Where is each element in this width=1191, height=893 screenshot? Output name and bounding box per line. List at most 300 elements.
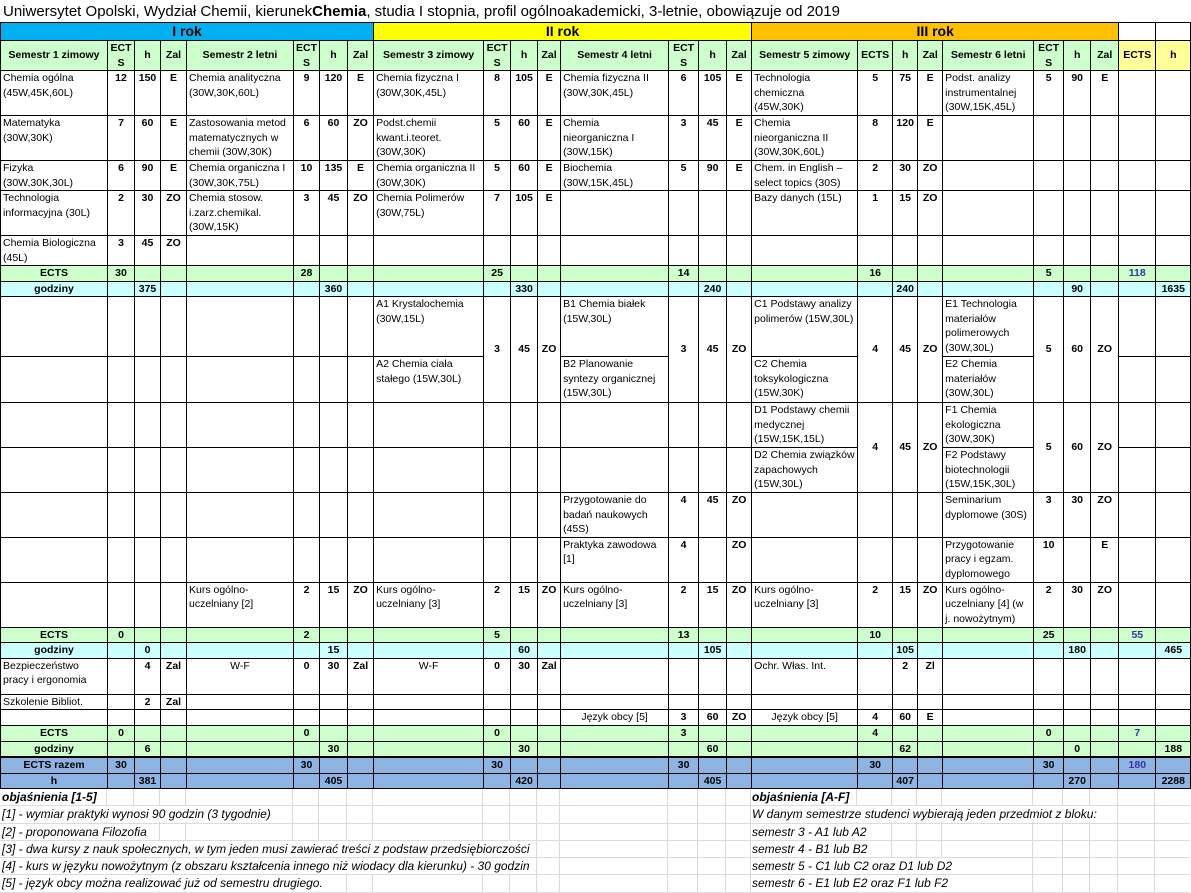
value-cell: E — [538, 116, 561, 161]
value-cell: 4 — [669, 537, 699, 582]
value-cell: E — [538, 191, 561, 236]
empty-cell — [1034, 773, 1064, 789]
value-cell: 5 — [484, 116, 511, 161]
empty-cell — [727, 741, 752, 757]
value-cell: 0 — [294, 726, 320, 742]
empty-cell — [727, 627, 752, 643]
empty-cell — [918, 537, 943, 582]
empty-cell — [294, 448, 320, 493]
empty-cell — [511, 448, 538, 493]
value-cell: E — [348, 71, 374, 116]
column-header-cell: ECTS — [858, 41, 893, 71]
value-cell: 135 — [320, 161, 348, 191]
course-cell: F2 Podstawy biotechnologii (15W,15K,30L) — [943, 448, 1034, 493]
empty-cell — [294, 403, 320, 448]
value-cell: ZO — [918, 161, 943, 191]
empty-cell — [727, 236, 752, 266]
course-row — [1, 694, 1191, 710]
empty-cell — [1064, 757, 1091, 773]
value-cell: 62 — [893, 741, 918, 757]
empty-cell — [1034, 161, 1064, 191]
value-cell: ZO — [918, 191, 943, 236]
empty-cell — [699, 757, 727, 773]
empty-cell — [348, 266, 374, 282]
empty-cell — [943, 116, 1034, 161]
value-cell: 28 — [294, 266, 320, 282]
value-cell: 180 — [1064, 643, 1091, 659]
empty-cell — [752, 726, 858, 742]
empty-cell — [538, 694, 561, 710]
value-cell: 30 — [108, 266, 135, 282]
empty-cell — [161, 582, 187, 627]
empty-cell — [699, 627, 727, 643]
column-header-cell: Semestr 3 zimowy — [374, 41, 484, 71]
value-cell: W-F — [374, 658, 484, 694]
value-cell: 3 — [108, 236, 135, 266]
empty-cell — [348, 627, 374, 643]
empty-cell — [1034, 116, 1064, 161]
total-cell: 7 — [1119, 726, 1156, 742]
empty-cell — [943, 161, 1034, 191]
course-cell: Chemia analityczna (30W,30K,60L) — [187, 71, 294, 116]
empty-cell — [669, 236, 699, 266]
empty-cell — [1091, 191, 1119, 236]
empty-cell — [187, 627, 294, 643]
course-cell: Bezpieczeństwo pracy i ergonomia — [1, 658, 108, 694]
course-cell: Technologia informacyjna (30L) — [1, 191, 108, 236]
empty-cell — [511, 726, 538, 742]
empty-cell — [108, 297, 135, 357]
course-cell: Kurs ogólno-uczelniany [2] — [187, 582, 294, 627]
empty-cell — [669, 448, 699, 493]
empty-cell — [1, 357, 108, 403]
value-cell: 0 — [294, 658, 320, 694]
value-cell: 2 — [294, 627, 320, 643]
empty-cell — [858, 658, 893, 694]
empty-cell — [538, 448, 561, 493]
empty-cell — [943, 773, 1034, 789]
column-header-cell: Zal — [161, 41, 187, 71]
empty-cell — [858, 236, 893, 266]
empty-cell — [135, 710, 161, 726]
value-cell: ZO — [161, 191, 187, 236]
empty-cell — [294, 236, 320, 266]
empty-cell — [918, 627, 943, 643]
empty-cell — [187, 493, 294, 538]
empty-cell — [561, 741, 669, 757]
empty-cell — [918, 757, 943, 773]
value-cell: ZO — [1091, 297, 1119, 403]
empty-cell — [187, 448, 294, 493]
empty-cell — [294, 643, 320, 659]
empty-cell — [161, 710, 187, 726]
empty-cell — [1064, 191, 1091, 236]
course-cell: Szkolenie Bibliot. — [1, 694, 108, 710]
value-cell: E — [161, 71, 187, 116]
empty-cell — [348, 448, 374, 493]
course-cell: Kurs ogólno-uczelniany [4] (w j. nowożytnym) — [943, 582, 1034, 627]
value-cell: 2 — [1034, 582, 1064, 627]
value-cell: 45 — [893, 297, 918, 403]
empty-cell — [511, 493, 538, 538]
value-cell: 105 — [699, 71, 727, 116]
title-suffix: , studia I stopnia, profil ogólnoakademicki, 3-letnie, obowiązuje od 2019 — [366, 2, 840, 20]
column-header-cell: h — [1064, 41, 1091, 71]
course-cell: Matematyka (30W,30K) — [1, 116, 108, 161]
empty-cell — [538, 627, 561, 643]
empty-cell — [484, 741, 511, 757]
empty-cell — [484, 537, 511, 582]
empty-cell — [348, 357, 374, 403]
empty-cell — [1156, 658, 1191, 694]
empty-cell — [161, 627, 187, 643]
empty-cell — [187, 281, 294, 297]
empty-cell — [699, 236, 727, 266]
empty-cell — [135, 757, 161, 773]
empty-cell — [108, 710, 135, 726]
empty-cell — [1119, 403, 1156, 448]
empty-cell — [1064, 694, 1091, 710]
empty-cell — [484, 236, 511, 266]
empty-cell — [1034, 191, 1064, 236]
empty-cell — [538, 493, 561, 538]
row-label-cell: ECTS — [1, 266, 108, 282]
empty-cell — [727, 773, 752, 789]
empty-cell — [1119, 643, 1156, 659]
value-cell: 4 — [858, 726, 893, 742]
value-cell: 360 — [320, 281, 348, 297]
value-cell: 60 — [893, 710, 918, 726]
value-cell: 330 — [511, 281, 538, 297]
value-cell: 0 — [135, 643, 161, 659]
empty-cell — [1119, 448, 1156, 493]
value-cell: ZO — [918, 582, 943, 627]
year-band-label: II rok — [374, 23, 752, 41]
course-row — [1, 191, 1191, 236]
empty-cell — [511, 710, 538, 726]
empty-cell — [561, 403, 669, 448]
empty-cell — [1091, 773, 1119, 789]
course-cell: Chemia nieorganiczna I (30W,15K) — [561, 116, 669, 161]
course-cell: Biochemia (30W,15K,45L) — [561, 161, 669, 191]
empty-cell — [943, 726, 1034, 742]
empty-cell — [752, 694, 858, 710]
document-title — [0, 0, 1190, 22]
column-header-cell: ECTS — [108, 41, 135, 71]
column-header-cell: ECTS — [484, 41, 511, 71]
empty-cell — [1, 448, 108, 493]
course-cell: Chemia fizyczna II (30W,30K,45L) — [561, 71, 669, 116]
total-cell: 2288 — [1156, 773, 1191, 789]
year-band-row — [1, 23, 1191, 41]
empty-cell — [858, 493, 893, 538]
empty-cell — [1156, 403, 1191, 448]
course-cell: Podst. analizy instrumentalnej (30W,15K,45L) — [943, 71, 1034, 116]
empty-cell — [187, 537, 294, 582]
row-label-cell: godziny — [1, 741, 108, 757]
value-cell: 2 — [858, 161, 893, 191]
empty-cell — [727, 643, 752, 659]
empty-cell — [348, 403, 374, 448]
value-cell: 420 — [511, 773, 538, 789]
empty-cell — [320, 403, 348, 448]
empty-cell — [699, 726, 727, 742]
empty-cell — [1156, 537, 1191, 582]
value-cell: 16 — [858, 266, 893, 282]
empty-cell — [1156, 236, 1191, 266]
empty-cell — [918, 236, 943, 266]
value-cell: 407 — [893, 773, 918, 789]
empty-cell — [561, 658, 669, 694]
value-cell: ZO — [727, 297, 752, 403]
empty-cell — [1156, 448, 1191, 493]
course-row — [1, 448, 1191, 493]
empty-cell — [320, 627, 348, 643]
empty-cell — [108, 281, 135, 297]
total-cell: 180 — [1119, 757, 1156, 773]
value-cell: 30 — [893, 161, 918, 191]
value-cell: 4 — [135, 658, 161, 694]
value-cell: E — [538, 71, 561, 116]
value-cell: ZO — [1091, 582, 1119, 627]
empty-cell — [108, 694, 135, 710]
column-header-cell: h — [511, 41, 538, 71]
empty-cell — [187, 757, 294, 773]
value-cell: 3 — [669, 297, 699, 403]
empty-cell — [893, 493, 918, 538]
empty-cell — [752, 627, 858, 643]
empty-cell — [918, 694, 943, 710]
note-line-1: [1] - wymiar praktyki wynosi 90 godzin (3 tygodnie) — [2, 806, 277, 822]
empty-cell — [943, 236, 1034, 266]
empty-cell — [1034, 236, 1064, 266]
empty-cell — [1064, 161, 1091, 191]
summary-row — [1, 627, 1191, 643]
curriculum-table — [0, 22, 1191, 789]
empty-cell — [561, 726, 669, 742]
value-cell: 4 — [858, 710, 893, 726]
empty-cell — [1119, 537, 1156, 582]
value-cell: ZO — [918, 297, 943, 403]
empty-cell — [893, 726, 918, 742]
empty-cell — [943, 281, 1034, 297]
empty-cell — [374, 281, 484, 297]
value-cell: 45 — [893, 403, 918, 493]
column-header-cell: Semestr 4 letni — [561, 41, 669, 71]
value-cell: 45 — [699, 297, 727, 403]
empty-cell — [135, 493, 161, 538]
empty-cell — [348, 741, 374, 757]
empty-cell — [918, 266, 943, 282]
notes-row — [0, 875, 1190, 892]
summary-row — [1, 773, 1191, 789]
empty-cell — [699, 266, 727, 282]
notes-row — [0, 824, 1190, 841]
empty-cell — [511, 694, 538, 710]
empty-cell — [1034, 710, 1064, 726]
empty-cell — [348, 694, 374, 710]
empty-cell — [484, 281, 511, 297]
empty-cell — [561, 694, 669, 710]
value-cell: 14 — [669, 266, 699, 282]
empty-cell — [187, 773, 294, 789]
empty-cell — [108, 582, 135, 627]
empty-cell — [858, 281, 893, 297]
value-cell: 10 — [294, 161, 320, 191]
value-cell: ZO — [727, 710, 752, 726]
value-cell: E — [727, 116, 752, 161]
course-cell: Zastosowania metod matematycznych w chemii (30W,30K) — [187, 116, 294, 161]
empty-cell — [858, 741, 893, 757]
empty-cell — [374, 643, 484, 659]
empty-cell — [348, 297, 374, 357]
value-cell: E — [918, 116, 943, 161]
empty-cell — [1156, 357, 1191, 403]
course-cell: Chemia organiczna I (30W,30K,75L) — [187, 161, 294, 191]
value-cell: 8 — [858, 116, 893, 161]
empty-cell — [294, 694, 320, 710]
value-cell: 0 — [484, 658, 511, 694]
empty-cell — [108, 448, 135, 493]
value-cell: E — [727, 161, 752, 191]
value-cell: 5 — [1034, 403, 1064, 493]
empty-cell — [161, 403, 187, 448]
empty-cell — [538, 741, 561, 757]
course-cell: Chem. in English – select topics (30S) — [752, 161, 858, 191]
course-row — [1, 710, 1191, 726]
value-cell: 6 — [294, 116, 320, 161]
value-cell: 3 — [669, 710, 699, 726]
empty-cell — [1034, 741, 1064, 757]
summary-row — [1, 281, 1191, 297]
empty-cell — [511, 236, 538, 266]
value-cell: 60 — [699, 710, 727, 726]
empty-cell — [108, 357, 135, 403]
value-cell: 4 — [669, 493, 699, 538]
empty-cell — [135, 357, 161, 403]
empty-cell — [918, 741, 943, 757]
empty-cell — [858, 694, 893, 710]
empty-cell — [348, 757, 374, 773]
empty-cell — [348, 726, 374, 742]
value-cell: 5 — [1034, 71, 1064, 116]
empty-cell — [727, 757, 752, 773]
empty-cell — [294, 493, 320, 538]
value-cell: 90 — [135, 161, 161, 191]
empty-cell — [135, 266, 161, 282]
value-cell: 30 — [858, 757, 893, 773]
summary-row — [1, 741, 1191, 757]
empty-cell — [669, 658, 699, 694]
empty-cell — [1034, 658, 1064, 694]
empty-cell — [752, 741, 858, 757]
column-header-cell: Semestr 5 zimowy — [752, 41, 858, 71]
value-cell: 5 — [484, 161, 511, 191]
column-header-cell: h — [893, 41, 918, 71]
empty-cell — [374, 448, 484, 493]
empty-cell — [858, 773, 893, 789]
empty-cell — [320, 236, 348, 266]
empty-cell — [943, 658, 1034, 694]
empty-cell — [1091, 627, 1119, 643]
row-label-cell: ECTS razem — [1, 757, 108, 773]
value-cell: 45 — [699, 116, 727, 161]
empty-cell — [1, 537, 108, 582]
value-cell: 2 — [893, 658, 918, 694]
empty-cell — [538, 403, 561, 448]
empty-cell — [348, 281, 374, 297]
value-cell: 240 — [699, 281, 727, 297]
empty-cell — [374, 236, 484, 266]
value-cell: Zal — [348, 658, 374, 694]
empty-cell — [1064, 710, 1091, 726]
empty-cell — [1119, 710, 1156, 726]
empty-cell — [511, 627, 538, 643]
value-cell: 120 — [893, 116, 918, 161]
notes-row — [0, 858, 1190, 875]
empty-cell — [1119, 357, 1156, 403]
summary-row — [1, 643, 1191, 659]
empty-cell — [348, 643, 374, 659]
empty-cell — [1119, 658, 1156, 694]
empty-cell — [669, 773, 699, 789]
notes-right-intro: W danym semestrze studenci wybierają jeden przedmiot z bloku: — [752, 806, 1103, 822]
empty-cell — [918, 643, 943, 659]
value-cell: 30 — [294, 757, 320, 773]
value-cell: 30 — [320, 658, 348, 694]
value-cell: 60 — [511, 116, 538, 161]
course-row — [1, 236, 1191, 266]
empty-cell — [699, 694, 727, 710]
empty-cell — [1091, 266, 1119, 282]
value-cell: 45 — [511, 297, 538, 403]
empty-cell — [943, 191, 1034, 236]
empty-cell — [1034, 694, 1064, 710]
value-cell: E — [348, 161, 374, 191]
empty-cell — [511, 537, 538, 582]
column-header-cell: ECTS — [1119, 41, 1156, 71]
course-row — [1, 537, 1191, 582]
empty-cell — [1119, 161, 1156, 191]
course-row — [1, 297, 1191, 357]
row-label-cell: godziny — [1, 281, 108, 297]
empty-cell — [1119, 741, 1156, 757]
empty-cell — [1091, 658, 1119, 694]
course-row — [1, 116, 1191, 161]
empty-cell — [108, 537, 135, 582]
empty-cell — [669, 694, 699, 710]
empty-cell — [484, 773, 511, 789]
empty-cell — [1156, 116, 1191, 161]
empty-cell — [1156, 297, 1191, 357]
corner-cell — [1156, 23, 1191, 41]
empty-cell — [699, 191, 727, 236]
empty-cell — [1119, 297, 1156, 357]
empty-cell — [893, 236, 918, 266]
empty-cell — [320, 493, 348, 538]
value-cell: 6 — [669, 71, 699, 116]
empty-cell — [1, 403, 108, 448]
empty-cell — [320, 297, 348, 357]
course-row — [1, 161, 1191, 191]
empty-cell — [538, 537, 561, 582]
empty-cell — [187, 643, 294, 659]
column-header-cell: Semestr 1 zimowy — [1, 41, 108, 71]
empty-cell — [294, 357, 320, 403]
empty-cell — [727, 448, 752, 493]
empty-cell — [320, 448, 348, 493]
empty-cell — [374, 726, 484, 742]
